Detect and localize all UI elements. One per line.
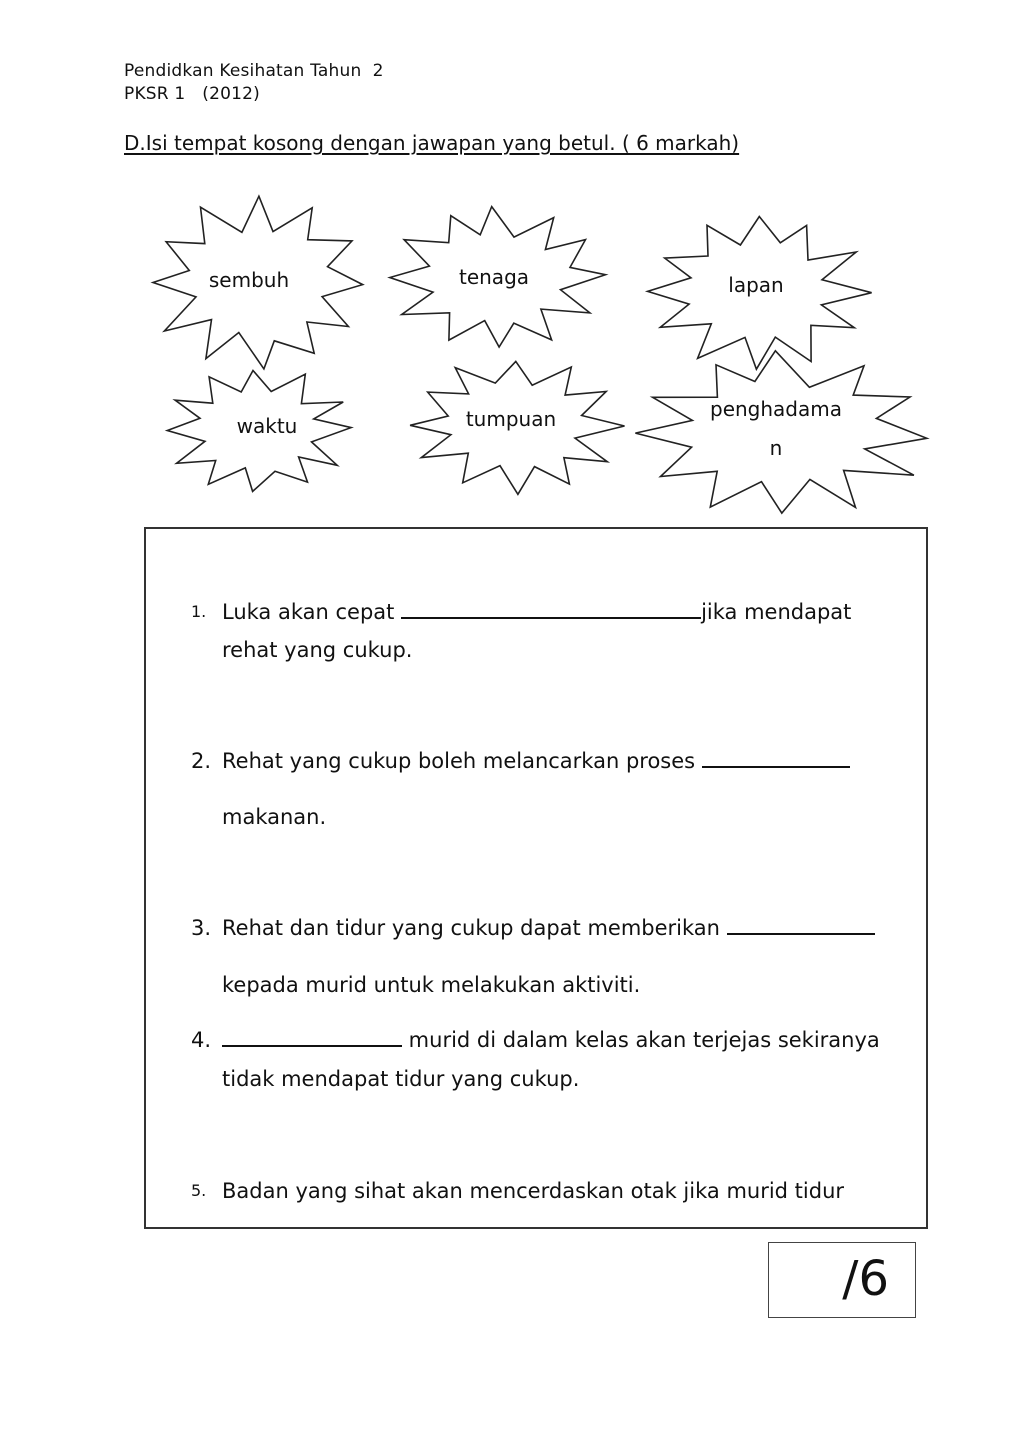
- question-text: Badan yang sihat akan mencerdaskan otak jika murid tidur: [222, 1179, 845, 1203]
- answer-blank[interactable]: [702, 744, 850, 768]
- question-text: tidak mendapat tidur yang cukup.: [222, 1067, 580, 1091]
- word-label: tenaga: [458, 265, 530, 289]
- header-subject: Pendidkan Kesihatan Tahun 2: [124, 61, 384, 81]
- question-text: rehat yang cukup.: [222, 638, 413, 662]
- question-number: 2.: [191, 749, 212, 773]
- word-burst-tenaga: [386, 203, 610, 353]
- score-box: [768, 1242, 916, 1318]
- question-2-cont: [222, 798, 326, 836]
- question-number: 3.: [191, 916, 212, 940]
- word-label-wrap: n: [769, 436, 783, 460]
- answer-blank[interactable]: [401, 595, 701, 619]
- question-4-cont: [222, 1060, 579, 1098]
- answer-blank[interactable]: [222, 1023, 402, 1047]
- answer-blank[interactable]: [727, 911, 875, 935]
- question-5: [191, 1172, 845, 1210]
- question-text: kepada murid untuk melakukan aktiviti.: [222, 973, 641, 997]
- question-text: murid di dalam kelas akan terjejas sekiranya: [402, 1028, 880, 1052]
- question-1: [191, 593, 852, 631]
- word-label: penghadama: [710, 397, 842, 421]
- word-burst-sembuh: [147, 193, 371, 373]
- question-number: 4.: [191, 1028, 212, 1052]
- document-header: [124, 60, 384, 106]
- question-1-cont: [222, 631, 412, 669]
- section-instruction: D.Isi tempat kosong dengan jawapan yang betul. ( 6 markah): [124, 131, 740, 155]
- question-number: 5.: [191, 1181, 207, 1200]
- word-burst-waktu: [160, 366, 356, 496]
- question-3-cont: [222, 966, 640, 1004]
- question-number: 1.: [191, 602, 207, 621]
- question-text: Rehat yang cukup boleh melancarkan proses: [222, 749, 702, 773]
- question-4: [191, 1021, 880, 1059]
- word-burst-tumpuan: [404, 356, 626, 496]
- word-burst-penghadaman: [630, 350, 936, 518]
- question-text: makanan.: [222, 805, 327, 829]
- questions-box: [144, 527, 928, 1229]
- score-total: /6: [842, 1251, 889, 1307]
- header-code: PKSR 1 (2012): [124, 84, 260, 104]
- question-text: Rehat dan tidur yang cukup dapat memberikan: [222, 916, 727, 940]
- word-label: lapan: [728, 273, 784, 297]
- word-label: tumpuan: [465, 407, 557, 431]
- word-label: sembuh: [208, 268, 290, 292]
- question-2: [191, 742, 850, 780]
- question-text: jika mendapat: [701, 600, 852, 624]
- word-burst-lapan: [646, 212, 872, 372]
- question-3: [191, 909, 875, 947]
- word-label: waktu: [236, 414, 298, 438]
- question-text: Luka akan cepat: [222, 600, 402, 624]
